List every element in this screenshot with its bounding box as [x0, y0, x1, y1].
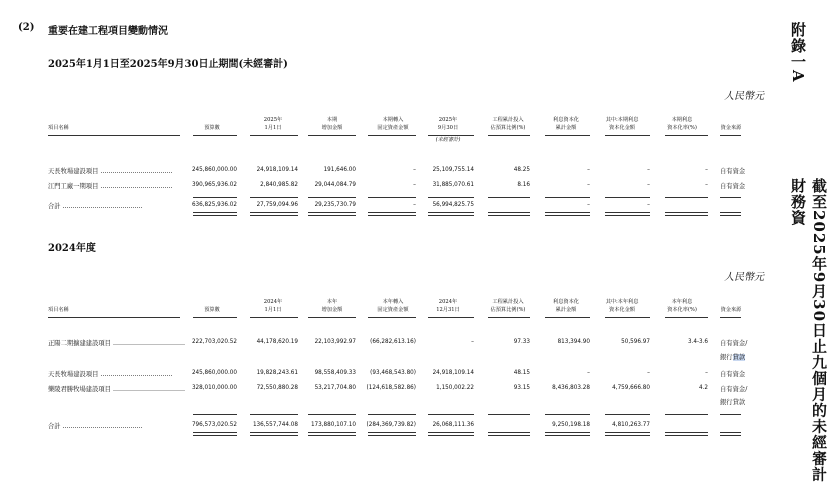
column-header-line: 資本化率(%) — [667, 307, 697, 313]
column-header-line: 固定資產金額 — [377, 307, 409, 313]
cell-ratio: 8.16 — [517, 181, 530, 188]
subtotal-rule — [720, 414, 741, 415]
cell-close: 24,918,109.14 — [432, 369, 474, 376]
header-rule — [428, 317, 474, 318]
total-double-rule — [665, 212, 708, 216]
currency-label: 人民幣元 — [724, 91, 764, 102]
subtotal-rule — [428, 414, 474, 415]
column-header-line: 工程累計投入 — [492, 299, 524, 305]
cell-rate: 4.2 — [698, 384, 708, 391]
column-header-line: 其中:本年利息 — [605, 299, 639, 305]
column-header-line: 累計金額 — [555, 125, 577, 131]
column-header-line: 2025年 — [263, 117, 283, 123]
total-label: 合計 ........................................ — [48, 203, 143, 210]
funding-source: 自有資金/ — [720, 386, 748, 393]
period-title-2025: 2025年1月1日至2025年9月30日止期間(未經審計) — [48, 59, 288, 70]
funding-source-cont: 銀行貸款 — [720, 399, 746, 406]
total-double-rule — [308, 432, 356, 436]
header-rule — [605, 317, 650, 318]
cell-cur: 50,596.97 — [621, 338, 650, 345]
total-open: 136,557,744.08 — [252, 421, 298, 428]
funding-source: 自有資金 — [720, 183, 746, 190]
header-rule — [488, 317, 530, 318]
project-name: 樂陵君勝牧場建設項目 .................................... — [48, 386, 186, 393]
column-header-line: 資本化率(%) — [667, 125, 697, 131]
cell-ratio: 97.33 — [513, 338, 530, 345]
header-rule — [720, 317, 741, 318]
column-header-line: 12月31日 — [436, 307, 460, 313]
total-cap: – — [587, 201, 590, 208]
cell-open: 72,550,880.28 — [256, 384, 298, 391]
project-name: 江門工廠一期項目 .................................... — [48, 183, 173, 190]
column-header-line: 利息資本化 — [553, 299, 579, 305]
total-transfer: (284,369,739.82) — [366, 421, 416, 428]
column-header-line: 利息資本化 — [553, 117, 579, 123]
column-header-line: 資本化金額 — [609, 125, 635, 131]
total-open: 27,759,094.96 — [256, 201, 298, 208]
subtotal-rule — [250, 414, 298, 415]
column-header-line: 佔預算比例(%) — [490, 307, 526, 313]
header-rule — [193, 317, 237, 318]
cell-open: 44,178,620.19 — [256, 338, 298, 345]
subtotal-rule — [605, 414, 650, 415]
cell-budget: 390,965,936.02 — [191, 181, 237, 188]
total-double-rule — [428, 212, 474, 216]
cell-ratio: 48.15 — [513, 369, 530, 376]
total-budget: 636,825,936.02 — [191, 201, 237, 208]
cell-transfer: (93,468,543.80) — [370, 369, 416, 376]
header-rule — [368, 317, 416, 318]
cell-transfer: (66,282,613.16) — [370, 338, 416, 345]
column-header-line: 1月1日 — [264, 125, 282, 131]
funding-source-part: 銀行 — [720, 354, 733, 361]
column-header: 項目名稱 — [48, 125, 69, 131]
cell-close: 31,885,070.61 — [432, 181, 474, 188]
total-close: 56,994,825.75 — [432, 201, 474, 208]
column-header-line: 增加金額 — [321, 307, 343, 313]
subtotal-rule — [545, 414, 590, 415]
funding-source-highlight: 貸款 — [732, 354, 746, 361]
cell-add: 22,103,992.97 — [314, 338, 356, 345]
subtotal-rule — [308, 414, 356, 415]
subtotal-rule — [665, 197, 708, 198]
subtotal-rule — [193, 414, 237, 415]
cell-close: 25,109,755.14 — [432, 166, 474, 173]
section-number: (2) — [18, 22, 35, 33]
cell-cap: – — [587, 166, 590, 173]
cell-cur: – — [647, 181, 650, 188]
header-rule — [48, 135, 180, 136]
header-rule — [605, 135, 650, 136]
column-header-line: 本年 — [326, 299, 338, 305]
column-header-line: 預算數 — [204, 307, 220, 313]
subtotal-rule — [665, 414, 708, 415]
header-rule — [250, 317, 298, 318]
total-double-rule — [665, 432, 708, 436]
column-header-line: 工程累計投入 — [492, 117, 524, 123]
header-rule — [665, 135, 708, 136]
cell-open: 2,840,985.82 — [260, 181, 298, 188]
header-rule — [308, 317, 356, 318]
column-header-line: 2025年 — [438, 117, 458, 123]
funding-source: 自有資金 — [720, 371, 746, 378]
column-header-line: 資本化金額 — [609, 307, 635, 313]
cell-budget: 245,860,000.00 — [191, 369, 237, 376]
cell-rate: – — [705, 166, 708, 173]
subtotal-rule — [720, 197, 741, 198]
cell-add: 53,217,704.80 — [314, 384, 356, 391]
cell-budget: 222,703,020.52 — [191, 338, 237, 345]
total-double-rule — [605, 212, 650, 216]
total-cur: 4,810,263.77 — [612, 421, 650, 428]
column-header-line: 本期轉入 — [382, 117, 404, 123]
header-rule — [545, 135, 590, 136]
cell-budget: 328,010,000.00 — [191, 384, 237, 391]
column-header: 項目名稱 — [48, 307, 69, 313]
header-rule — [193, 135, 237, 136]
total-double-rule — [605, 432, 650, 436]
column-header: 資金來源 — [720, 125, 742, 131]
total-double-rule — [488, 432, 530, 436]
total-double-rule — [368, 212, 416, 216]
subtotal-rule — [368, 197, 416, 198]
column-header-line: 本年轉入 — [382, 299, 404, 305]
subtotal-rule — [488, 197, 530, 198]
cell-add: 98,558,409.33 — [314, 369, 356, 376]
cell-cap: 8,436,803.28 — [552, 384, 590, 391]
cell-add: 191,646.00 — [323, 166, 356, 173]
total-cur: – — [647, 201, 650, 208]
header-rule — [48, 317, 180, 318]
cell-add: 29,044,084.79 — [314, 181, 356, 188]
subtotal-rule — [545, 197, 590, 198]
cell-ratio: 93.15 — [513, 384, 530, 391]
total-budget: 796,573,020.52 — [191, 421, 237, 428]
section-title: 重要在建工程項目變動情況 — [48, 26, 168, 37]
cell-transfer: – — [413, 166, 416, 173]
subtotal-rule — [250, 197, 298, 198]
total-double-rule — [193, 432, 237, 436]
project-name: 天長牧場建設項目 .................................... — [48, 371, 173, 378]
project-name: 天長牧場建設項目 .................................... — [48, 168, 173, 175]
cell-rate: – — [705, 181, 708, 188]
cell-rate: 3.4-3.6 — [687, 338, 708, 345]
cell-cap: – — [587, 181, 590, 188]
total-transfer: – — [413, 201, 416, 208]
column-header-line: 1月1日 — [264, 307, 282, 313]
total-double-rule — [545, 212, 590, 216]
appendix-label: 附錄一A — [789, 22, 807, 83]
header-rule — [308, 135, 356, 136]
total-add: 29,235,730.79 — [314, 201, 356, 208]
column-header — [642, 298, 722, 314]
cell-open: 19,828,243.61 — [256, 369, 298, 376]
funding-source: 自有資金/ — [720, 340, 748, 347]
column-header-line: 2024年 — [438, 299, 458, 305]
sidebar-caption: 截至2025年9月30日止九個月的未經審計財務資 — [789, 178, 828, 483]
cell-cap: 813,394.90 — [557, 338, 590, 345]
column-header: 資金來源 — [720, 307, 742, 313]
cell-transfer: – — [413, 181, 416, 188]
cell-cur: – — [647, 166, 650, 173]
subtotal-rule — [368, 414, 416, 415]
subtotal-rule — [488, 414, 530, 415]
total-double-rule — [308, 212, 356, 216]
column-header-line: 其中:本期利息 — [605, 117, 639, 123]
cell-close: 1,150,002.22 — [436, 384, 474, 391]
column-header — [642, 116, 722, 132]
funding-source: 自有資金 — [720, 168, 746, 175]
subtotal-rule — [428, 197, 474, 198]
column-header-line: 本年利息 — [671, 299, 693, 305]
column-header-line: 增加金額 — [321, 125, 343, 131]
cell-cap: – — [587, 369, 590, 376]
currency-label: 人民幣元 — [724, 272, 764, 283]
column-header-line: 9月30日 — [437, 125, 459, 131]
column-header-line: 預算數 — [204, 125, 220, 131]
column-header-line: 本期利息 — [671, 117, 693, 123]
total-cap: 9,250,198.18 — [552, 421, 590, 428]
subtotal-rule — [193, 197, 237, 198]
total-double-rule — [428, 432, 474, 436]
cell-open: 24,918,109.14 — [256, 166, 298, 173]
total-double-rule — [193, 212, 237, 216]
cell-budget: 245,860,000.00 — [191, 166, 237, 173]
project-name: 正陽二期擴建建設項目 .................................... — [48, 340, 186, 347]
header-rule — [250, 135, 298, 136]
column-header-line: 2024年 — [263, 299, 283, 305]
cell-cur: – — [647, 369, 650, 376]
cell-rate: – — [705, 369, 708, 376]
total-double-rule — [720, 432, 741, 436]
column-header-line: 累計金額 — [555, 307, 577, 313]
header-rule — [665, 317, 708, 318]
audit-note: (未經審計) — [435, 137, 461, 143]
header-rule — [545, 317, 590, 318]
total-double-rule — [368, 432, 416, 436]
subtotal-rule — [308, 197, 356, 198]
header-rule — [488, 135, 530, 136]
funding-source-cont — [720, 352, 745, 361]
total-double-rule — [488, 212, 530, 216]
total-close: 26,068,111.36 — [432, 421, 474, 428]
column-header-line: 固定資產金額 — [377, 125, 409, 131]
cell-transfer: (124,618,582.86) — [366, 384, 416, 391]
total-double-rule — [250, 432, 298, 436]
total-double-rule — [545, 432, 590, 436]
header-rule — [720, 135, 741, 136]
subtotal-rule — [605, 197, 650, 198]
cell-close: – — [471, 338, 474, 345]
cell-cur: 4,759,666.80 — [612, 384, 650, 391]
cell-ratio: 48.25 — [513, 166, 530, 173]
column-header-line: 佔預算比例(%) — [490, 125, 526, 131]
total-add: 173,880,107.10 — [310, 421, 356, 428]
total-double-rule — [720, 212, 741, 216]
column-header-line: 本期 — [326, 117, 338, 123]
total-label: 合計 ........................................ — [48, 423, 143, 430]
period-title-2024: 2024年度 — [48, 243, 96, 254]
total-double-rule — [250, 212, 298, 216]
